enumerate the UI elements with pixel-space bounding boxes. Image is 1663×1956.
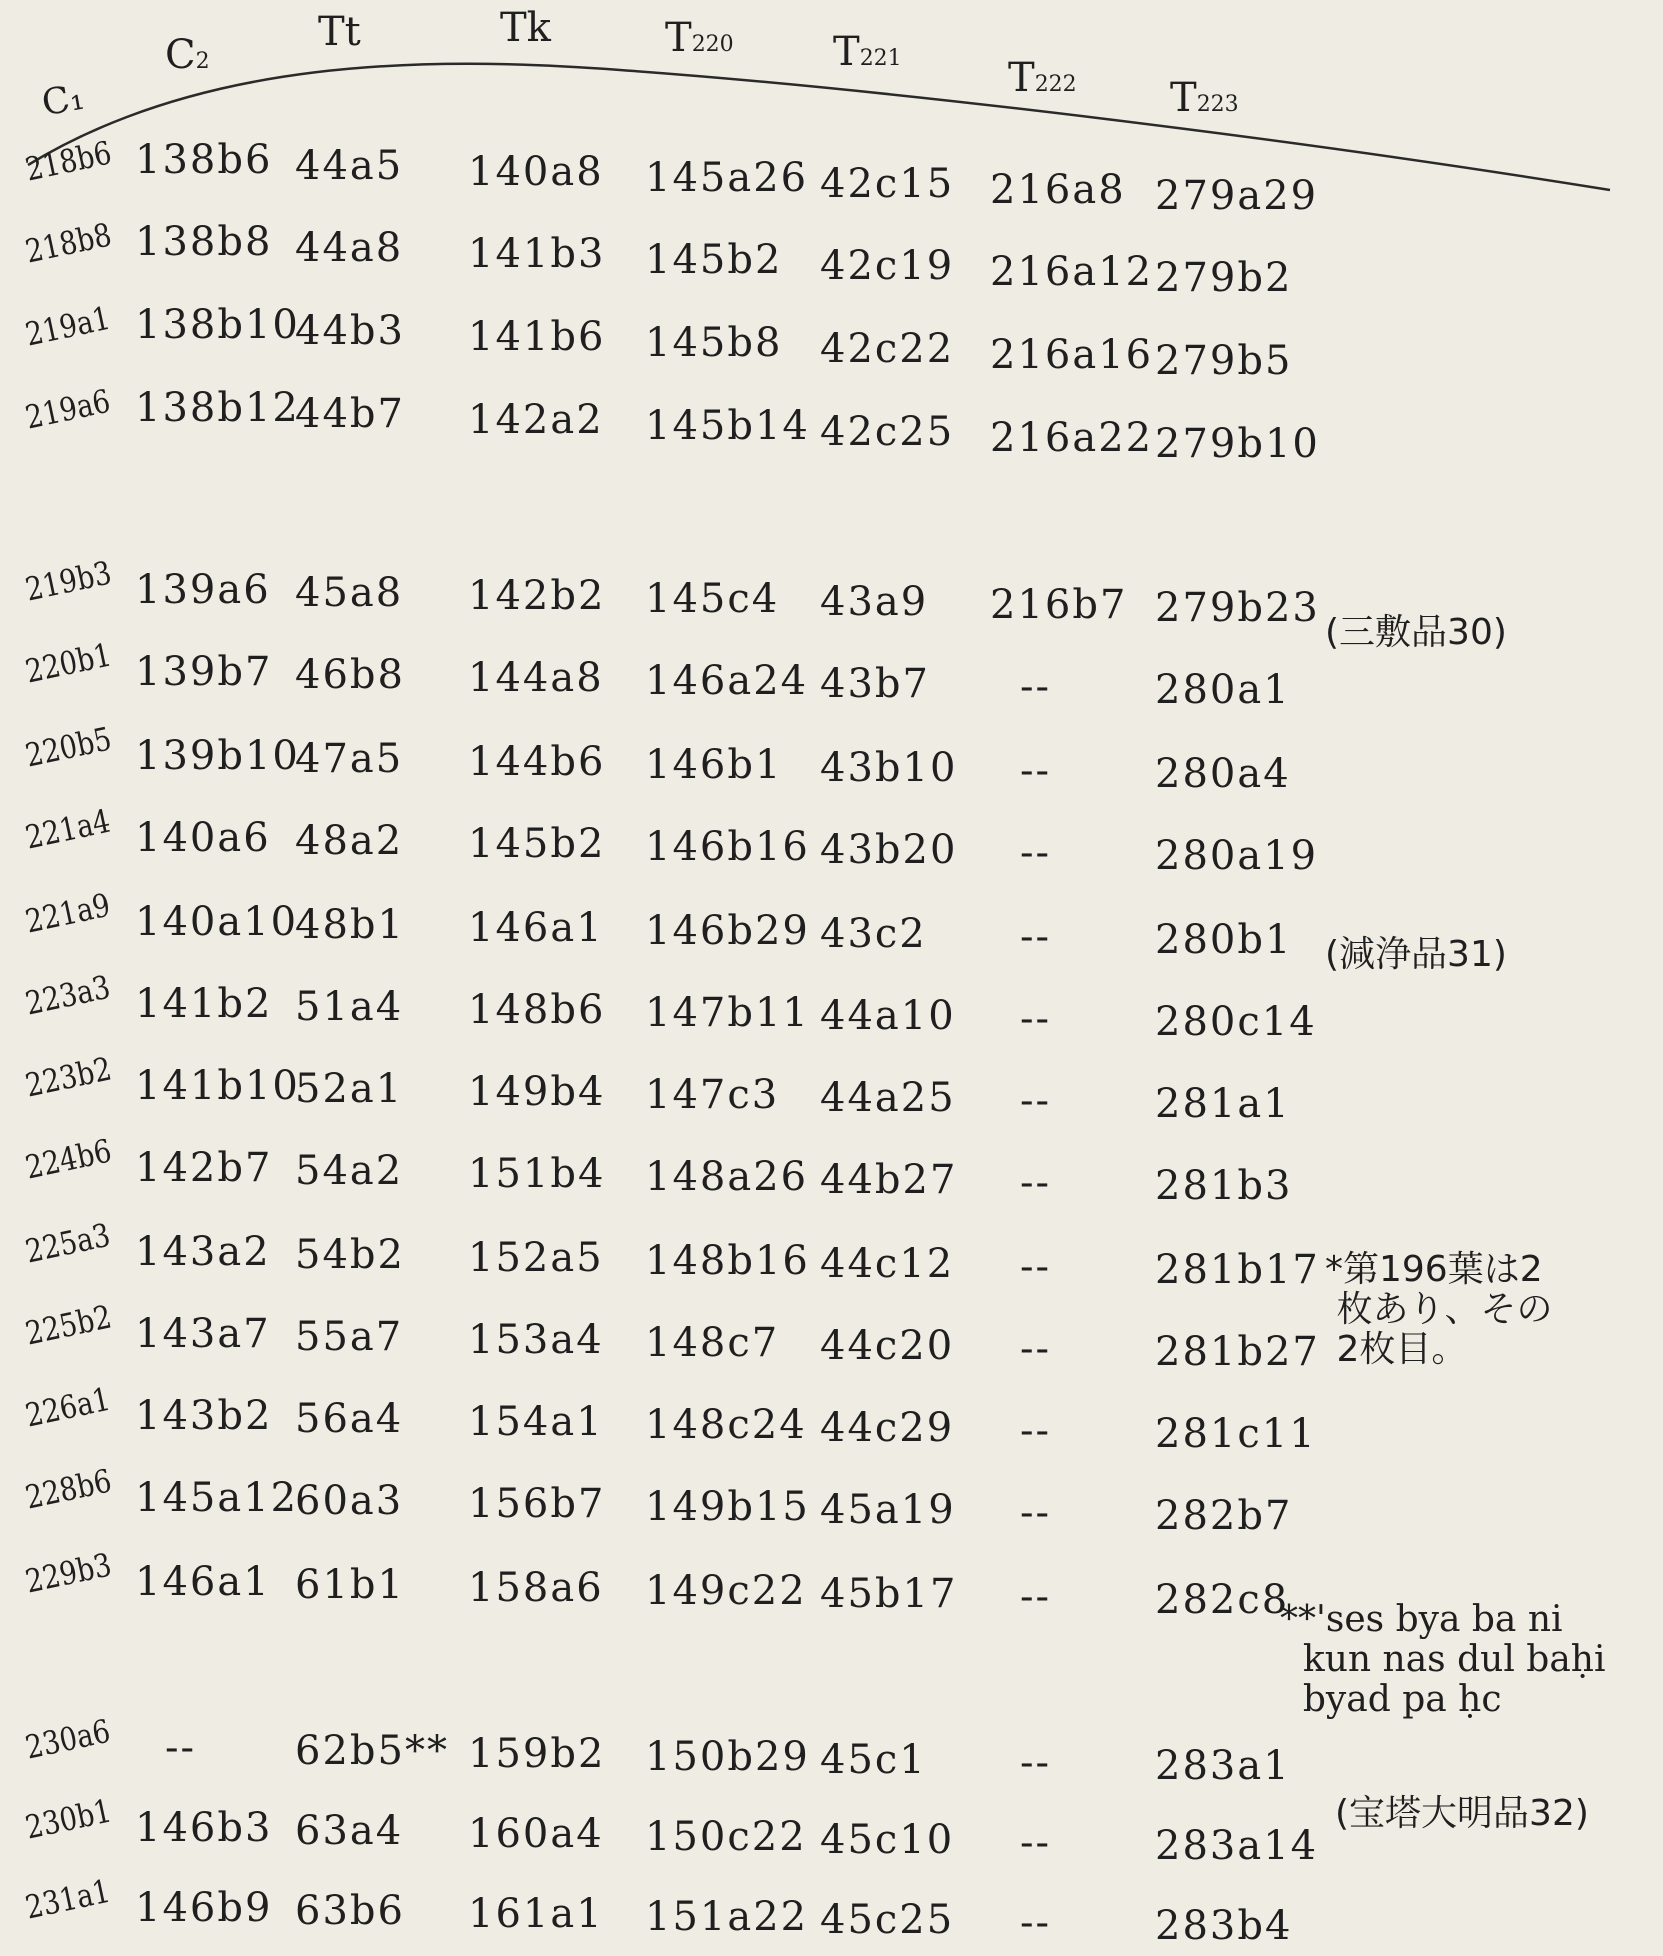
table-cell: 146b1 <box>645 742 783 788</box>
row-label-c1: 229b3 <box>22 1545 115 1601</box>
table-cell: 141b6 <box>468 314 606 360</box>
table-cell: 43b20 <box>820 827 958 873</box>
table-cell: 281c11 <box>1155 1411 1317 1457</box>
table-cell: -- <box>1020 1408 1052 1454</box>
table-cell: 281a1 <box>1155 1081 1291 1127</box>
table-cell: 146a24 <box>645 658 809 704</box>
table-cell: 158a6 <box>468 1565 604 1611</box>
table-cell: 141b3 <box>468 231 606 277</box>
table-cell: 43b7 <box>820 661 930 707</box>
table-cell: 283b4 <box>1155 1903 1293 1949</box>
table-cell: 48a2 <box>295 818 404 864</box>
table-cell: 279a29 <box>1155 173 1319 219</box>
header-tt: Tt <box>318 9 361 55</box>
table-cell: 140a8 <box>468 149 604 195</box>
table-cell: 141b10 <box>135 1063 300 1109</box>
row-label-c1: 231a1 <box>22 1871 114 1927</box>
header-c2: C2 <box>165 32 210 78</box>
table-cell: 280a1 <box>1155 667 1291 713</box>
table-cell: 283a1 <box>1155 1743 1291 1789</box>
header-tk: Tk <box>500 5 551 51</box>
table-cell: 51a4 <box>295 984 404 1030</box>
header-t222: T222 <box>1008 55 1077 101</box>
table-cell: 145b2 <box>468 821 606 867</box>
table-cell: -- <box>1020 1820 1052 1866</box>
table-cell: 146b16 <box>645 824 810 870</box>
row-label-c1: 221a4 <box>22 801 114 857</box>
table-cell: 279b2 <box>1155 255 1293 301</box>
table-cell: -- <box>1020 830 1052 876</box>
table-cell: -- <box>1020 1160 1052 1206</box>
table-cell: -- <box>1020 748 1052 794</box>
table-cell: 282b7 <box>1155 1493 1293 1539</box>
table-cell: 44a10 <box>820 993 956 1039</box>
table-cell: 47a5 <box>295 736 404 782</box>
table-cell: 43c2 <box>820 911 927 957</box>
table-cell: 145b8 <box>645 320 783 366</box>
table-cell: 281b3 <box>1155 1163 1293 1209</box>
table-cell: 142a2 <box>468 397 604 443</box>
table-cell: 148b6 <box>468 987 606 1033</box>
table-cell: -- <box>1020 1574 1052 1620</box>
table-cell: -- <box>1020 1740 1052 1786</box>
row-label-c1: 230a6 <box>22 1711 114 1767</box>
table-cell: 146a1 <box>468 905 604 951</box>
table-cell: 46b8 <box>295 652 405 698</box>
table-cell: 146b29 <box>645 908 810 954</box>
table-cell: 45a19 <box>820 1487 956 1533</box>
table-cell: 42c25 <box>820 409 955 455</box>
table-cell: 42c15 <box>820 161 955 207</box>
header-t220: T220 <box>665 15 734 61</box>
row-label-c1: 220b1 <box>22 635 115 691</box>
table-row <box>0 1711 1663 1789</box>
table-cell: 150c22 <box>645 1814 807 1860</box>
table-cell: 63b6 <box>295 1888 405 1934</box>
table-cell: 142b7 <box>135 1145 273 1191</box>
row-label-c1: 225a3 <box>22 1215 114 1271</box>
table-row <box>0 298 1663 384</box>
table-cell: 148c24 <box>645 1402 807 1448</box>
table-cell: 149b4 <box>468 1069 606 1115</box>
table-cell: 279b5 <box>1155 338 1293 384</box>
table-cell: 44a8 <box>295 225 404 271</box>
table-cell: 45a8 <box>295 570 404 616</box>
note-tibetan: **'ses bya ba ni kun nas dul baḥi byad pa ḥc <box>1280 1599 1606 1720</box>
table-row <box>0 801 1663 879</box>
row-label-c1: 224b6 <box>22 1131 115 1187</box>
table-cell: 48b1 <box>295 902 405 948</box>
row-label-c1: 219a6 <box>22 381 114 437</box>
table-cell: -- <box>1020 996 1052 1042</box>
table-cell: 145b2 <box>645 237 783 283</box>
table-cell: -- <box>1020 1078 1052 1124</box>
table-cell: 139b10 <box>135 733 300 779</box>
header-c1: C₁ <box>38 76 88 125</box>
table-row <box>0 1461 1663 1539</box>
table-cell: 144b6 <box>468 739 606 785</box>
table-cell: 216a8 <box>990 167 1126 213</box>
table-row <box>0 133 1663 219</box>
header-t223: T223 <box>1170 75 1239 121</box>
table-cell: 159b2 <box>468 1731 606 1777</box>
row-label-c1: 219b3 <box>22 553 115 609</box>
table-row <box>0 1871 1663 1949</box>
table-cell: 142b2 <box>468 573 606 619</box>
table-cell: 44c12 <box>820 1241 955 1287</box>
table-cell: 150b29 <box>645 1734 810 1780</box>
table-row <box>0 553 1663 631</box>
table-cell: -- <box>1020 1326 1052 1372</box>
table-cell: 44c20 <box>820 1323 955 1369</box>
note-chapter-32: (宝塔大明品32) <box>1335 1793 1589 1834</box>
table-cell: 145b14 <box>645 403 810 449</box>
table-cell: 147c3 <box>645 1072 780 1118</box>
table-cell: 138b10 <box>135 302 300 348</box>
table-cell: 147b11 <box>645 990 810 1036</box>
table-cell: 144a8 <box>468 655 604 701</box>
table-cell: 146a1 <box>135 1559 271 1605</box>
table-cell: 54a2 <box>295 1148 404 1194</box>
row-label-c1: 223a3 <box>22 967 114 1023</box>
row-label-c1: 218b8 <box>22 215 115 271</box>
table-row <box>0 719 1663 797</box>
table-cell: 42c19 <box>820 243 955 289</box>
table-cell: -- <box>1020 914 1052 960</box>
table-cell: 42c22 <box>820 326 955 372</box>
table-cell: 44c29 <box>820 1405 955 1451</box>
table-cell: 45c25 <box>820 1897 955 1943</box>
table-cell: 279b10 <box>1155 421 1320 467</box>
row-label-c1: 219a1 <box>22 298 114 354</box>
table-cell: 160a4 <box>468 1811 604 1857</box>
table-cell: 56a4 <box>295 1396 404 1442</box>
table-cell: 146b9 <box>135 1885 273 1931</box>
table-cell: -- <box>1020 664 1052 710</box>
table-cell: 55a7 <box>295 1314 404 1360</box>
table-row <box>0 967 1663 1045</box>
table-cell: 149c22 <box>645 1568 807 1614</box>
table-cell: -- <box>165 1725 197 1771</box>
table-row <box>0 1131 1663 1209</box>
table-cell: 216b7 <box>990 582 1128 628</box>
table-cell: 154a1 <box>468 1399 604 1445</box>
row-label-c1: 228b6 <box>22 1461 115 1517</box>
table-cell: 140a10 <box>135 899 299 945</box>
table-cell: 156b7 <box>468 1481 606 1527</box>
note-leaf-196: *第196葉は2 枚あり、その 2枚目。 <box>1325 1249 1553 1370</box>
table-cell: 145c4 <box>645 576 780 622</box>
table-cell: 44b3 <box>295 308 405 354</box>
table-cell: 139a6 <box>135 567 271 613</box>
table-cell: 52a1 <box>295 1066 404 1112</box>
table-cell: 216a16 <box>990 332 1154 378</box>
table-cell: 43a9 <box>820 579 929 625</box>
table-cell: 143a2 <box>135 1229 271 1275</box>
table-cell: 148c7 <box>645 1320 780 1366</box>
table-cell: -- <box>1020 1244 1052 1290</box>
table-cell: 280a19 <box>1155 833 1319 879</box>
table-cell: 44b7 <box>295 391 405 437</box>
table-cell: 151a22 <box>645 1894 809 1940</box>
table-cell: 45c1 <box>820 1737 927 1783</box>
table-cell: 153a4 <box>468 1317 604 1363</box>
table-row <box>0 215 1663 301</box>
table-cell: 62b5** <box>295 1728 449 1774</box>
table-cell: 143a7 <box>135 1311 271 1357</box>
table-cell: 151b4 <box>468 1151 606 1197</box>
row-label-c1: 220b5 <box>22 719 115 775</box>
table-row <box>0 381 1663 467</box>
table-cell: 44b27 <box>820 1157 958 1203</box>
table-cell: 45b17 <box>820 1571 958 1617</box>
row-label-c1: 223b2 <box>22 1049 115 1105</box>
table-cell: 138b8 <box>135 219 273 265</box>
table-cell: -- <box>1020 1900 1052 1946</box>
table-cell: 140a6 <box>135 815 271 861</box>
header-t221: T221 <box>833 29 902 75</box>
table-cell: 283a14 <box>1155 1823 1319 1869</box>
note-chapter-31: (減浄品31) <box>1325 934 1507 975</box>
table-cell: 45c10 <box>820 1817 955 1863</box>
table-cell: 145a12 <box>135 1475 299 1521</box>
table-cell: 282c8 <box>1155 1577 1290 1623</box>
table-cell: 148a26 <box>645 1154 809 1200</box>
table-cell: 280b1 <box>1155 917 1293 963</box>
table-cell: 280a4 <box>1155 751 1291 797</box>
row-label-c1: 218b6 <box>22 133 115 189</box>
table-cell: 60a3 <box>295 1478 404 1524</box>
table-cell: 141b2 <box>135 981 273 1027</box>
table-cell: 138b12 <box>135 385 300 431</box>
table-cell: 216a12 <box>990 249 1154 295</box>
table-cell: 63a4 <box>295 1808 404 1854</box>
table-cell: 279b23 <box>1155 585 1320 631</box>
table-row <box>0 1379 1663 1457</box>
table-cell: 139b7 <box>135 649 273 695</box>
table-cell: 280c14 <box>1155 999 1317 1045</box>
note-chapter-30: (三敷品30) <box>1325 612 1507 653</box>
table-cell: 143b2 <box>135 1393 273 1439</box>
table-cell: 149b15 <box>645 1484 810 1530</box>
row-label-c1: 225b2 <box>22 1297 115 1353</box>
table-cell: 61b1 <box>295 1562 405 1608</box>
table-cell: 44a5 <box>295 143 404 189</box>
table-cell: 281b17 <box>1155 1247 1320 1293</box>
table-cell: 43b10 <box>820 745 958 791</box>
table-cell: -- <box>1020 1490 1052 1536</box>
table-cell: 152a5 <box>468 1235 604 1281</box>
table-cell: 216a22 <box>990 415 1154 461</box>
table-cell: 161a1 <box>468 1891 604 1937</box>
table-cell: 148b16 <box>645 1238 810 1284</box>
table-cell: 44a25 <box>820 1075 956 1121</box>
table-cell: 145a26 <box>645 155 809 201</box>
row-label-c1: 226a1 <box>22 1379 114 1435</box>
row-label-c1: 221a9 <box>22 885 114 941</box>
table-cell: 138b6 <box>135 137 273 183</box>
row-label-c1: 230b1 <box>22 1791 115 1847</box>
table-cell: 281b27 <box>1155 1329 1320 1375</box>
table-cell: 146b3 <box>135 1805 273 1851</box>
table-cell: 54b2 <box>295 1232 405 1278</box>
table-row <box>0 1049 1663 1127</box>
